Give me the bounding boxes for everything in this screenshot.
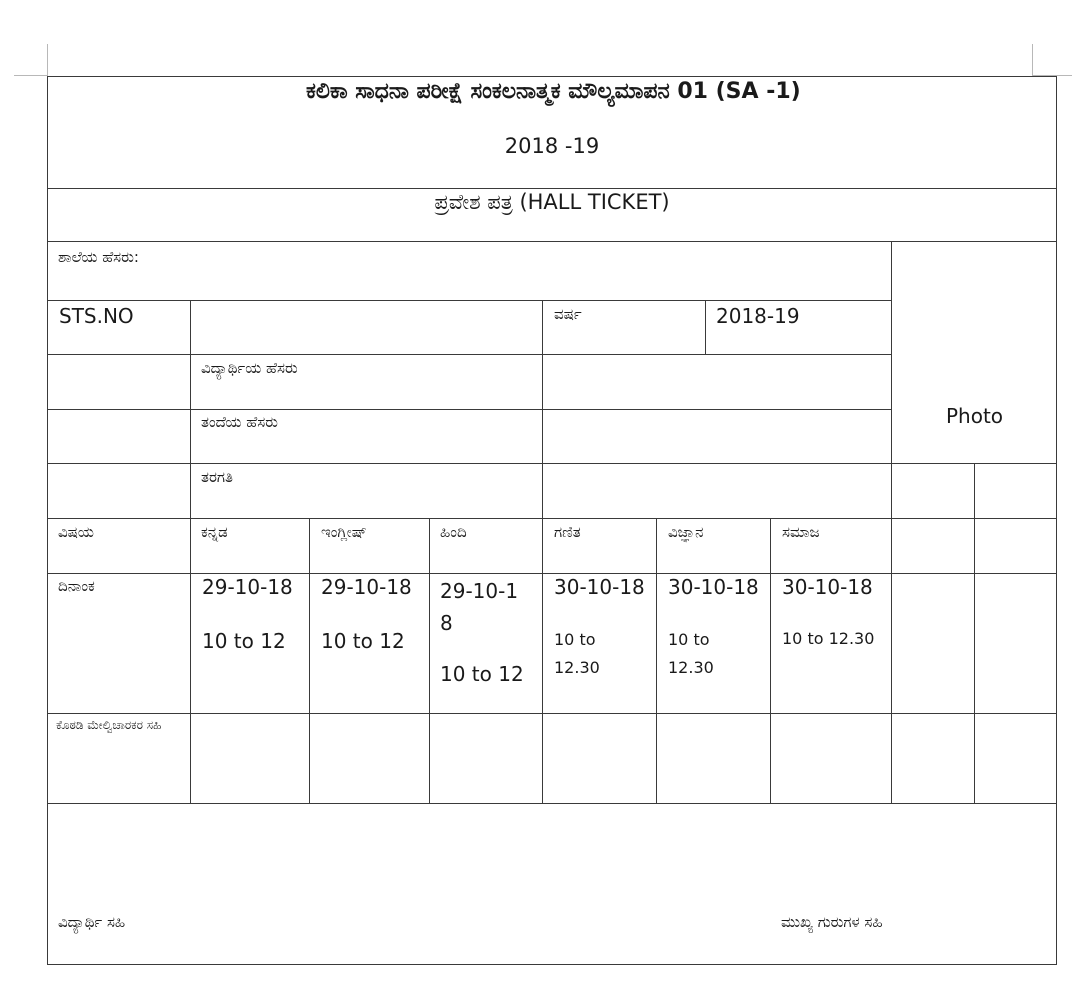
exam-date: 30-10-18 [782,575,873,599]
exam-time: 10 to 12 [440,662,524,686]
row-divider [48,300,892,301]
col-divider [974,463,975,803]
exam-time: 10 to 12.30 [554,630,600,677]
crop-mark [1032,44,1033,76]
date-label: ದಿನಾಂಕ [58,577,95,595]
col-divider [656,518,657,803]
student-name-label: ವಿದ್ಯಾರ್ಥಿಯ ಹೆಸರು [201,359,298,377]
row-divider [48,803,1056,804]
exam-title: ಕಲಿಕಾ ಸಾಧನಾ ಪರೀಕ್ಷೆ ಸಂಕಲನಾತ್ಮಕ ಮೌಲ್ಯಮಾಪನ 01 (SA -1) [306,79,801,104]
exam-time: 10 to 12.30 [782,629,875,648]
subject-cell: ಕನ್ನಡ [201,523,228,541]
hall-ticket-heading: ಪ್ರವೇಶ ಪತ್ರ (HALL TICKET) [434,190,670,214]
headmaster-signature-label: ಮುಖ್ಯ ಗುರುಗಳ ಸಹಿ [781,913,883,931]
sts-number-label: STS.NO [59,304,134,328]
photo-column-border [891,241,892,803]
col-divider [190,300,191,803]
crop-mark [47,44,48,76]
year-label: ವರ್ಷ [554,305,582,323]
row-divider [48,354,892,355]
exam-time: 10 to 12 [321,629,405,653]
exam-date: 29-10-18 [202,575,293,599]
row-divider [48,409,892,410]
hall-ticket-table [47,76,1057,965]
year-value: 2018-19 [716,304,800,328]
photo-placeholder: Photo [945,404,1004,428]
student-signature-label: ವಿದ್ಯಾರ್ಥಿ ಸಹಿ [58,913,126,931]
exam-time: 10 to 12 [202,629,286,653]
col-divider [429,518,430,803]
class-label: ತರಗತಿ [201,468,233,486]
crop-mark [14,75,48,76]
row-divider [48,463,1056,464]
subject-label: ವಿಷಯ [58,523,94,541]
exam-time: 10 to 12.30 [668,630,714,677]
subject-cell: ಹಿಂದಿ [440,523,467,541]
invigilator-signature-label: ಕೊಠಡಿ ಮೇಲ್ವಿಚಾರಕರ ಸಹಿ [56,718,162,732]
father-name-label: ತಂದೆಯ ಹೆಸರು [201,413,278,431]
row-divider [48,241,1056,242]
row-divider [48,713,1056,714]
exam-date: 29-10-18 [440,579,519,635]
academic-year: 2018 -19 [504,134,600,158]
subject-cell: ಗಣಿತ [554,523,581,541]
exam-date: 30-10-18 [554,575,645,599]
subject-cell: ಇಂಗ್ಲೀಷ್ [321,523,367,541]
subject-cell: ಸಮಾಜ [782,523,820,541]
subject-cell: ವಿಜ್ಞಾನ [668,523,704,541]
row-divider [48,573,1056,574]
school-name-label: ಶಾಲೆಯ ಹೆಸರು: [58,248,139,266]
col-divider [542,300,543,803]
col-divider [770,518,771,803]
col-divider [309,518,310,803]
exam-date: 29-10-18 [321,575,412,599]
exam-date: 30-10-18 [668,575,759,599]
row-divider [48,518,1056,519]
col-divider [705,300,706,354]
row-divider [48,188,1056,189]
